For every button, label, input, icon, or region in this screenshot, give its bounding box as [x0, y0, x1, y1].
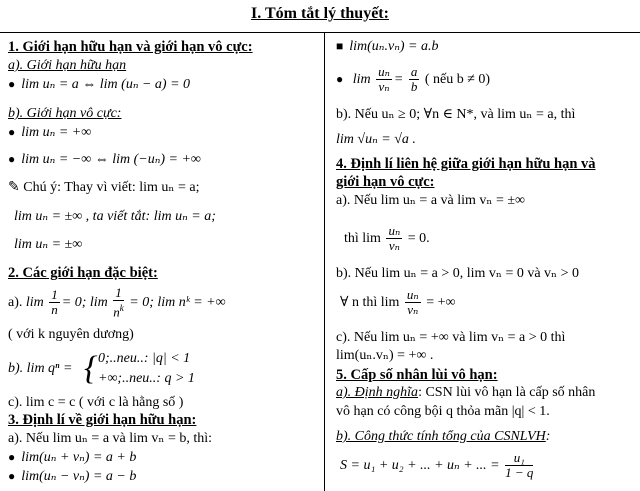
section-3-heading: 3. Định lí về giới hạn hữu hạn:: [8, 412, 197, 428]
section-4b-2: ∀ n thì lim $\frac{\text{uₙ}}{\text{vₙ}}$ = +∞: [340, 287, 456, 318]
section-2c: c). lim c = c ( với c là hằng số ): [8, 395, 184, 410]
note-line-1: ✎ Chú ý: Thay vì viết: lim uₙ = a;: [8, 180, 200, 195]
section-1a-formula: ● lim uₙ = a ⇔ lim (uₙ − a) = 0: [8, 77, 191, 92]
section-1-heading: 1. Giới hạn hữu hạn và giới hạn vô cực:: [8, 39, 253, 55]
section-2a-formula: a). lim $\frac{1}{n}$ = 0; lim $\frac{1}{n^k}$ = 0; lim nᵏ = +∞: [8, 285, 226, 320]
frac-1-over-n: $\frac{1}{n}$: [51, 287, 58, 318]
right-b-line-1: b). Nếu uₙ ≥ 0; ∀n ∈ N*, và lim uₙ = a, thì: [336, 107, 576, 122]
section-3a: a). Nếu lim uₙ = a và lim vₙ = b, thì:: [8, 431, 213, 446]
section-4-heading-2: giới hạn vô cực:: [336, 174, 435, 190]
section-4c-2: lim(uₙ.vₙ) = +∞ .: [336, 348, 434, 363]
frac-a-over-b: $\frac{a}{b}$: [410, 64, 418, 95]
section-5a-2: vô hạn có công bội q thỏa mãn |q| < 1.: [336, 404, 550, 419]
section-4-heading: 4. Định lí liên hệ giữa giới hạn hữu hạn và: [336, 156, 596, 172]
section-4a: a). Nếu lim uₙ = a và lim vₙ = ±∞: [336, 193, 526, 208]
section-5a: a). Định nghĩa: CSN lùi vô hạn là cấp số nhân: [336, 385, 596, 400]
page: I. Tóm tắt lý thuyết: 1. Giới hạn hữu hạn và giới hạn vô cực: a). Giới hạn hữu hạn ● lim uₙ = a ⇔ lim (uₙ − a) = 0 b). Giới hạn vô cực: ● lim uₙ = +∞ ● lim uₙ = −∞ ⇔ lim (−uₙ) = +∞ ✎ Chú ý: Thay vì viết: lim uₙ = a; lim uₙ = ±∞ , ta viết tắt: lim uₙ = a; lim uₙ = ±∞ 2. Các giới hạn đặc biệt: a). lim $\frac{1}{n}$ = 0; lim $\frac{1}{n^k}$ = 0; lim nᵏ = +∞ ( với k nguyên dương) b). lim qⁿ = { 0;..neu..: |q| < 1 +∞;..neu..: q > 1 c). lim c = c ( với c là hằng số ) 3. Định lí về giới hạn hữu hạn: a). Nếu lim uₙ = a và lim vₙ = b, thì: ● lim(uₙ + vₙ) = a + b ● lim(uₙ − vₙ) = a − b ■ lim(uₙ.vₙ) = a.b ● lim $\frac{\text{uₙ}}{\text{vₙ}}$ = $\frac{a}{b}$ ( nếu b ≠ 0) b). Nếu uₙ ≥ 0; ∀n ∈ N*, và lim uₙ = a, thì lim √uₙ = √a . 4. Định lí liên hệ giữa giới hạn hữu hạn và giới hạn vô cực: a). Nếu lim uₙ = a và lim vₙ = ±∞ thì lim $\frac{\text{uₙ}}{\text{vₙ}}$ = 0. b). Nếu lim uₙ = a > 0, lim vₙ = 0 và vₙ > 0 ∀ n thì lim $\frac{\text{uₙ}}{\text{vₙ}}$ = +∞ c). Nếu lim uₙ = +∞ và lim vₙ = a > 0 thì lim(uₙ.vₙ) = +∞ . 5. Cấp số nhân lùi vô hạn: a). Định nghĩa: CSN lùi vô hạn là cấp số nhân vô hạn có công bội q thỏa mãn |q| < 1. b). Công thức tính tổng của CSNLVH: S = u₁ + u₂ + ... + uₙ + ... = $\frac{\text{u₁}}{1 - q}$: [0, 0, 640, 491]
section-5-heading: 5. Cấp số nhân lùi vô hạn:: [336, 367, 498, 383]
section-1b-formula-2: ● lim uₙ = −∞ ⇔ lim (−uₙ) = +∞: [8, 152, 201, 167]
right-b-line-2: lim √uₙ = √a .: [336, 132, 416, 147]
section-3-formula-1: ● lim(uₙ + vₙ) = a + b: [8, 450, 137, 465]
section-1a-label: a). Giới hạn hữu hạn: [8, 58, 127, 73]
note-line-2: lim uₙ = ±∞ , ta viết tắt: lim uₙ = a;: [14, 209, 216, 224]
note-line-3: lim uₙ = ±∞: [14, 237, 83, 252]
section-5b-formula: S = u₁ + u₂ + ... + uₙ + ... = $\frac{\text{u₁}}{1 - q}$: [340, 450, 534, 481]
section-5b: b). Công thức tính tổng của CSNLVH:: [336, 429, 551, 444]
pencil-note-icon: ✎: [8, 180, 24, 195]
section-2-heading: 2. Các giới hạn đặc biệt:: [8, 265, 158, 281]
column-divider: [324, 33, 325, 491]
section-4a-2: thì lim $\frac{\text{uₙ}}{\text{vₙ}}$ = 0.: [344, 223, 430, 254]
frac-1-over-nk: $\frac{1}{n^k}$: [113, 285, 124, 320]
frac-un-over-vn: $\frac{\text{uₙ}}{\text{vₙ}}$: [378, 64, 390, 95]
section-4c: c). Nếu lim uₙ = +∞ và lim vₙ = a > 0 thì: [336, 330, 566, 345]
section-1b-formula-1: ● lim uₙ = +∞: [8, 125, 92, 140]
top-divider: [0, 32, 640, 33]
section-4b: b). Nếu lim uₙ = a > 0, lim vₙ = 0 và vₙ > 0: [336, 266, 580, 281]
page-title: I. Tóm tắt lý thuyết:: [251, 5, 389, 22]
right-formula-1: ■ lim(uₙ.vₙ) = a.b: [336, 39, 439, 54]
section-3-formula-2: ● lim(uₙ − vₙ) = a − b: [8, 469, 137, 484]
section-2a-note: ( với k nguyên dương): [8, 327, 134, 342]
section-1b-label: b). Giới hạn vô cực:: [8, 106, 122, 121]
right-formula-2: ● lim $\frac{\text{uₙ}}{\text{vₙ}}$ = $\frac{a}{b}$ ( nếu b ≠ 0): [336, 64, 491, 95]
